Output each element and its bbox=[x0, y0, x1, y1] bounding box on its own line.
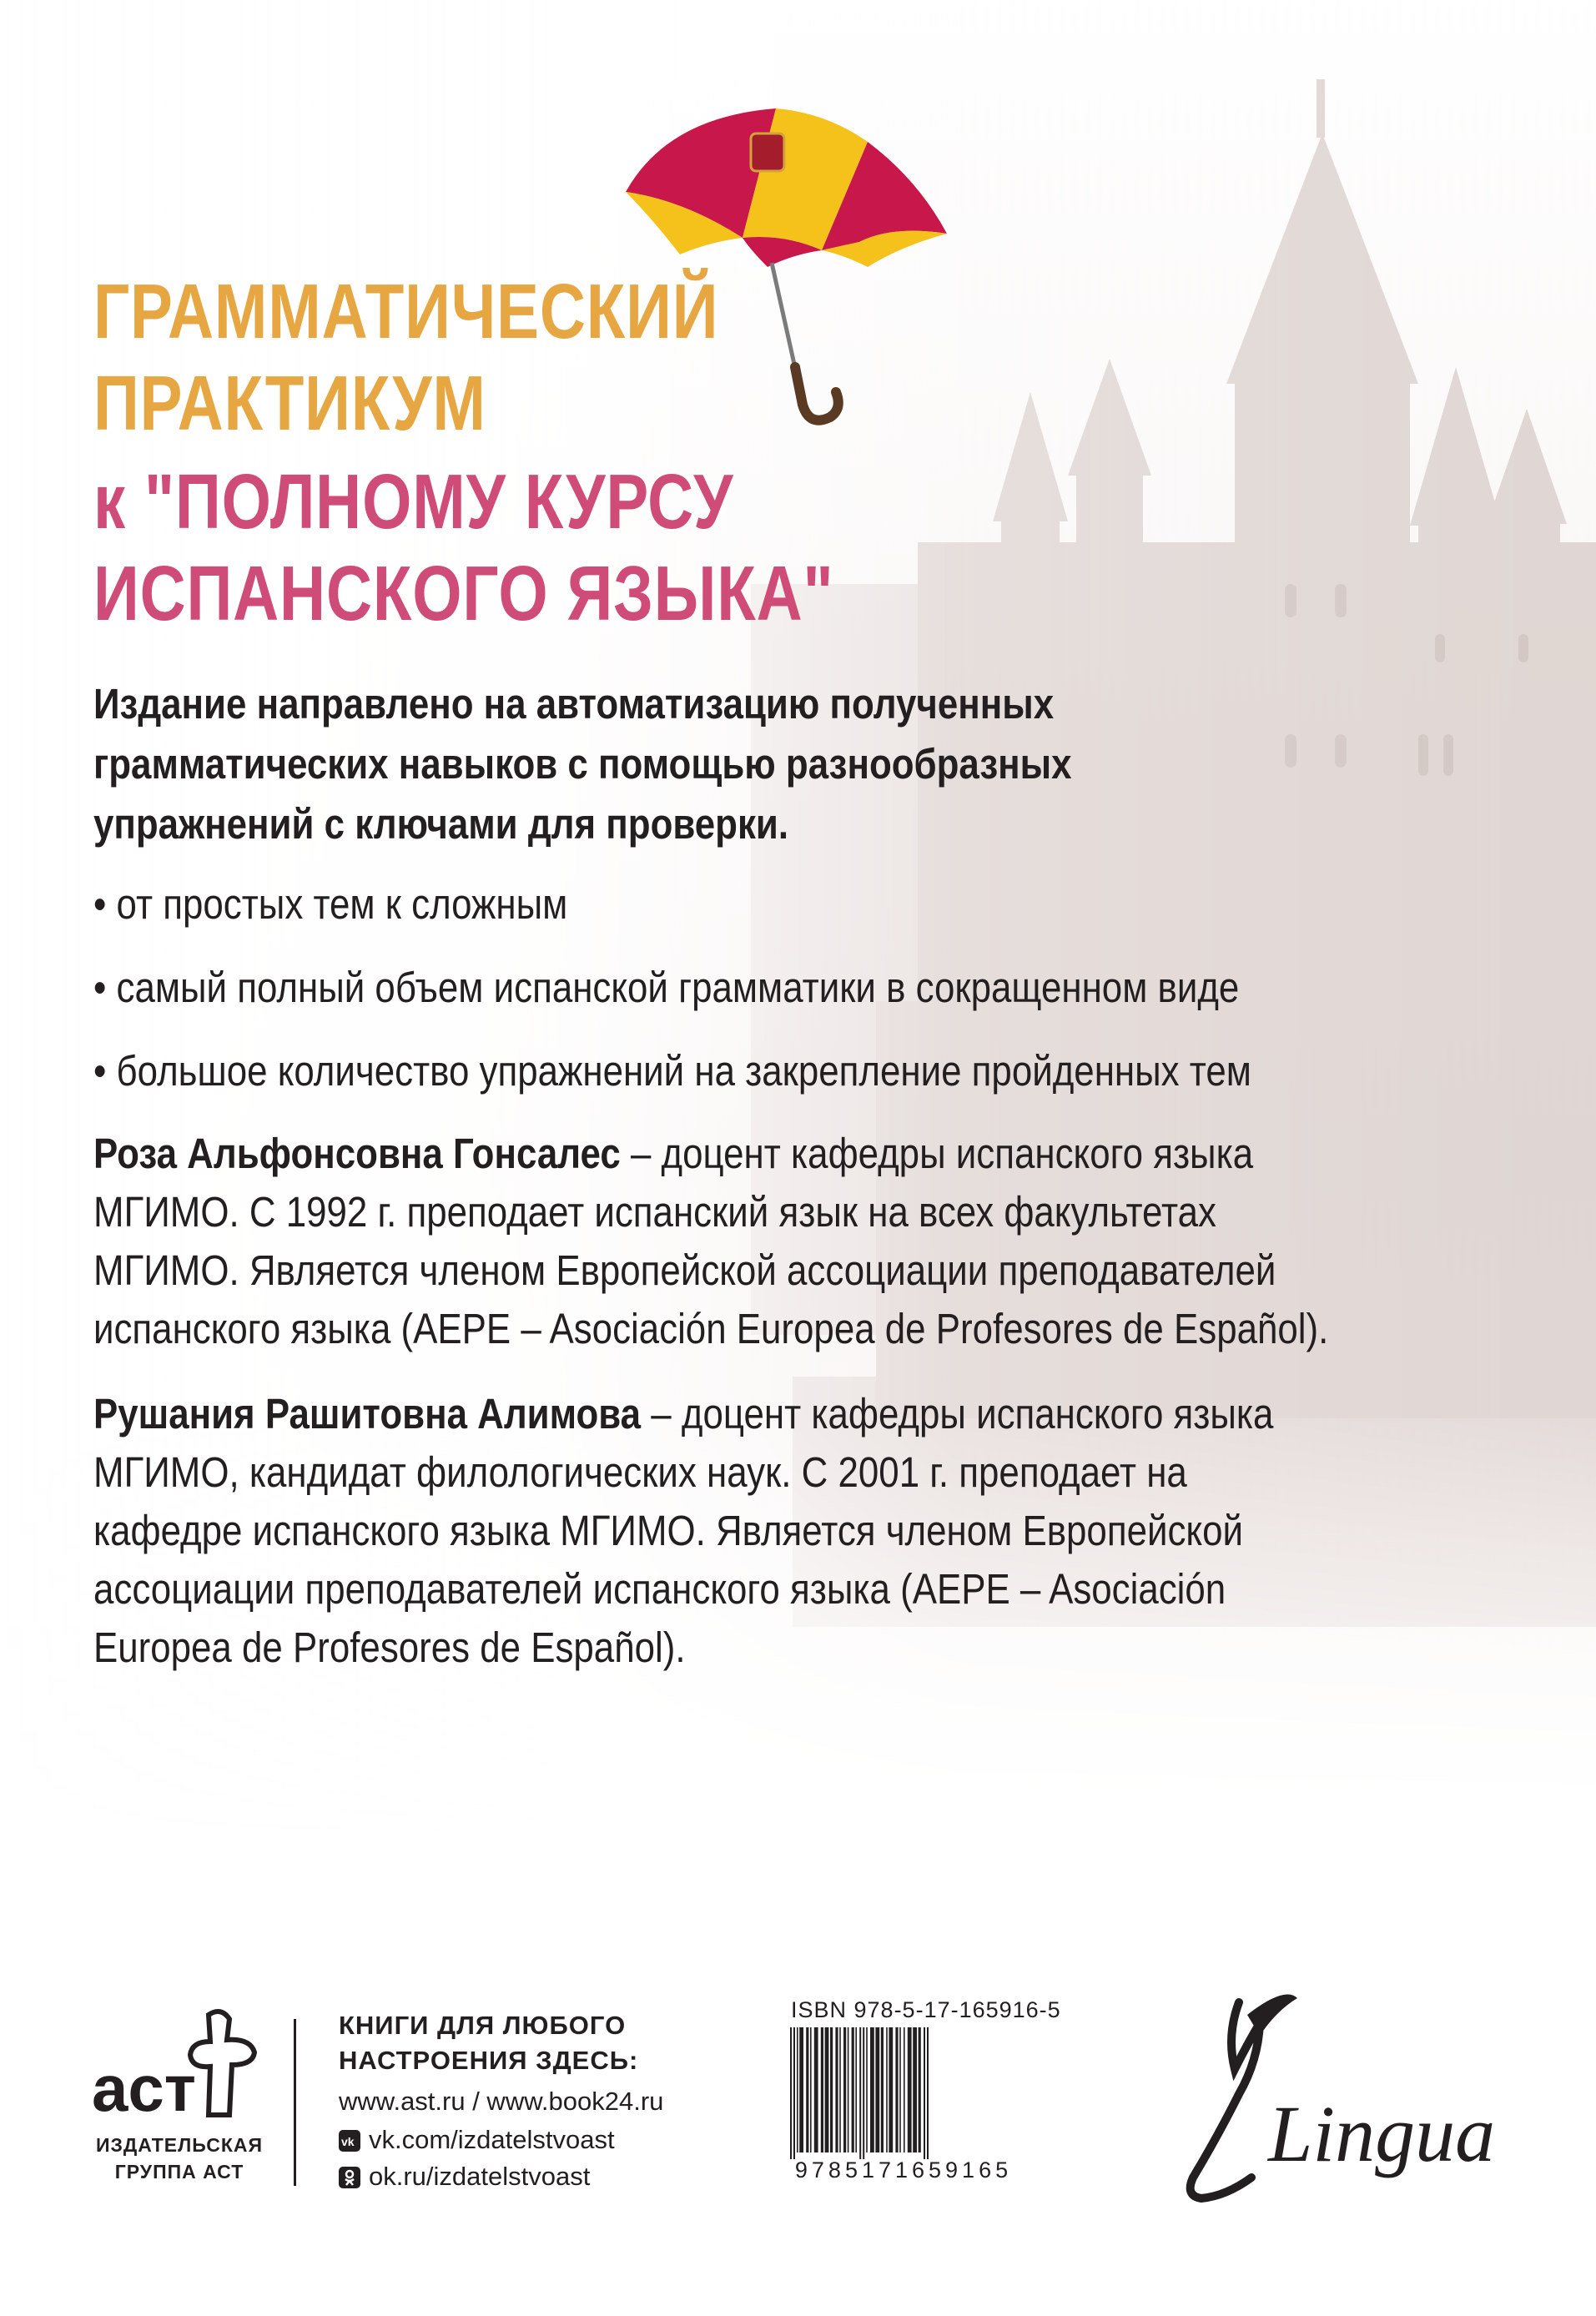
barcode-bar bbox=[825, 2027, 829, 2152]
publisher-caption-line-2: ГРУППА АСТ bbox=[114, 2161, 244, 2183]
barcode-bar bbox=[924, 2027, 925, 2159]
author-bio-gonsales bbox=[93, 1125, 1328, 1358]
barcode-bar bbox=[830, 2027, 833, 2152]
barcode-bar bbox=[875, 2027, 879, 2152]
vk-link[interactable] bbox=[339, 2124, 615, 2156]
vk-link-text: vk.com/izdatelstvoast bbox=[369, 2125, 615, 2154]
author-name: Роза Альфонсовна Гонсалес bbox=[93, 1130, 621, 1177]
barcode-bar bbox=[843, 2027, 846, 2152]
publisher-caption-line-1: ИЗДАТЕЛЬСКАЯ bbox=[95, 2134, 264, 2156]
barcode-bar bbox=[889, 2027, 893, 2152]
barcode-bar bbox=[810, 2027, 812, 2152]
barcode-bar bbox=[881, 2027, 884, 2152]
websites-link[interactable]: www.ast.ru / www.book24.ru bbox=[339, 2087, 664, 2116]
barcode-bar bbox=[799, 2027, 803, 2152]
author-bio-text: – доцент кафедры испанского языка bbox=[620, 1130, 1254, 1177]
odnoklassniki-icon bbox=[339, 2167, 360, 2188]
intro-line: грамматических навыков с помощью разнообразных bbox=[93, 740, 1072, 788]
intro-line: Издание направлено на автоматизацию полученных bbox=[93, 680, 1055, 728]
author-bio-text: – доцент кафедры испанского языка bbox=[641, 1390, 1274, 1437]
lingua-brand-logo bbox=[1160, 1977, 1510, 2219]
footer-divider bbox=[294, 2019, 296, 2186]
lingua-logo-text: Lingua bbox=[1268, 2089, 1496, 2178]
books-heading-line-2: НАСТРОЕНИЯ ЗДЕСЬ: bbox=[339, 2046, 639, 2075]
author-bio-alimova bbox=[93, 1385, 1273, 1677]
title-line-2: ПРАКТИКУМ bbox=[93, 360, 486, 446]
author-bio-text: МГИМО. С 1992 г. преподает испанский язык на всех факультетах bbox=[93, 1188, 1216, 1236]
barcode-bar bbox=[797, 2027, 798, 2152]
books-heading-line-1: КНИГИ ДЛЯ ЛЮБОГО bbox=[339, 2011, 627, 2040]
isbn-label: ISBN 978-5-17-165916-5 bbox=[791, 1997, 1061, 2022]
title-line-1: ГРАММАТИЧЕСКИЙ bbox=[93, 268, 719, 355]
barcode-bar bbox=[863, 2027, 864, 2159]
author-name: Рушания Рашитовна Алимова bbox=[93, 1390, 642, 1437]
barcode-bar bbox=[866, 2027, 868, 2152]
barcode-bar bbox=[814, 2027, 818, 2152]
barcode-bar bbox=[835, 2027, 838, 2152]
svg-text:vk: vk bbox=[341, 2135, 355, 2148]
intro-paragraph bbox=[93, 674, 1213, 854]
barcode-bar bbox=[859, 2027, 861, 2159]
ok-link-text: ok.ru/izdatelstvoast bbox=[369, 2162, 591, 2191]
author-bio-text: МГИМО, кандидат филологических наук. С 2001 г. преподает на bbox=[93, 1448, 1187, 1496]
barcode-bar bbox=[927, 2027, 929, 2159]
author-bio-text: Europea de Profesores de Español). bbox=[93, 1624, 686, 1671]
barcode-bar bbox=[908, 2027, 912, 2152]
author-bio-text: ассоциации преподавателей испанского языка (AEPE – Asociación bbox=[93, 1565, 1226, 1613]
barcode-bar bbox=[919, 2027, 921, 2152]
barcode bbox=[778, 2027, 1029, 2161]
barcode-bar bbox=[852, 2027, 854, 2152]
bullet-item: • большое количество упражнений на закрепление пройденных тем bbox=[93, 1047, 1251, 1095]
ast-publisher-logo bbox=[83, 2006, 267, 2123]
barcode-bar bbox=[848, 2027, 849, 2152]
title-line-4: ИСПАНСКОГО ЯЗЫКА" bbox=[93, 550, 834, 637]
bullet-item: • от простых тем к сложным bbox=[93, 880, 568, 928]
barcode-digits: 9785171659165 bbox=[794, 2157, 1013, 2183]
barcode-bar bbox=[899, 2027, 901, 2152]
title-line-3: к "ПОЛНОМУ КУРСУ bbox=[93, 458, 734, 545]
barcode-bar bbox=[821, 2027, 823, 2152]
barcode-bar bbox=[806, 2027, 808, 2152]
author-bio-text: испанского языка (AEPE – Asociación Europea de Profesores de Español). bbox=[93, 1305, 1329, 1352]
barcode-bar bbox=[839, 2027, 841, 2152]
barcode-bar bbox=[790, 2027, 792, 2159]
author-bio-text: кафедре испанского языка МГИМО. Является членом Европейской bbox=[93, 1507, 1243, 1554]
barcode-bar bbox=[793, 2027, 795, 2159]
barcode-bar bbox=[886, 2027, 888, 2152]
intro-line: упражнений с ключами для проверки. bbox=[93, 800, 789, 848]
barcode-bar bbox=[913, 2027, 917, 2152]
author-bio-text: МГИМО. Является членом Европейской ассоциации преподавателей bbox=[93, 1246, 1276, 1294]
barcode-bar bbox=[855, 2027, 857, 2152]
bullet-item: • самый полный объем испанской грамматики в сокращенном виде bbox=[93, 964, 1240, 1011]
ok-link[interactable] bbox=[339, 2161, 590, 2193]
barcode-bar bbox=[904, 2027, 905, 2152]
ast-logo-text: аст bbox=[92, 2052, 196, 2123]
vk-icon bbox=[339, 2130, 360, 2152]
barcode-bar bbox=[895, 2027, 898, 2152]
barcode-bar bbox=[870, 2027, 874, 2152]
